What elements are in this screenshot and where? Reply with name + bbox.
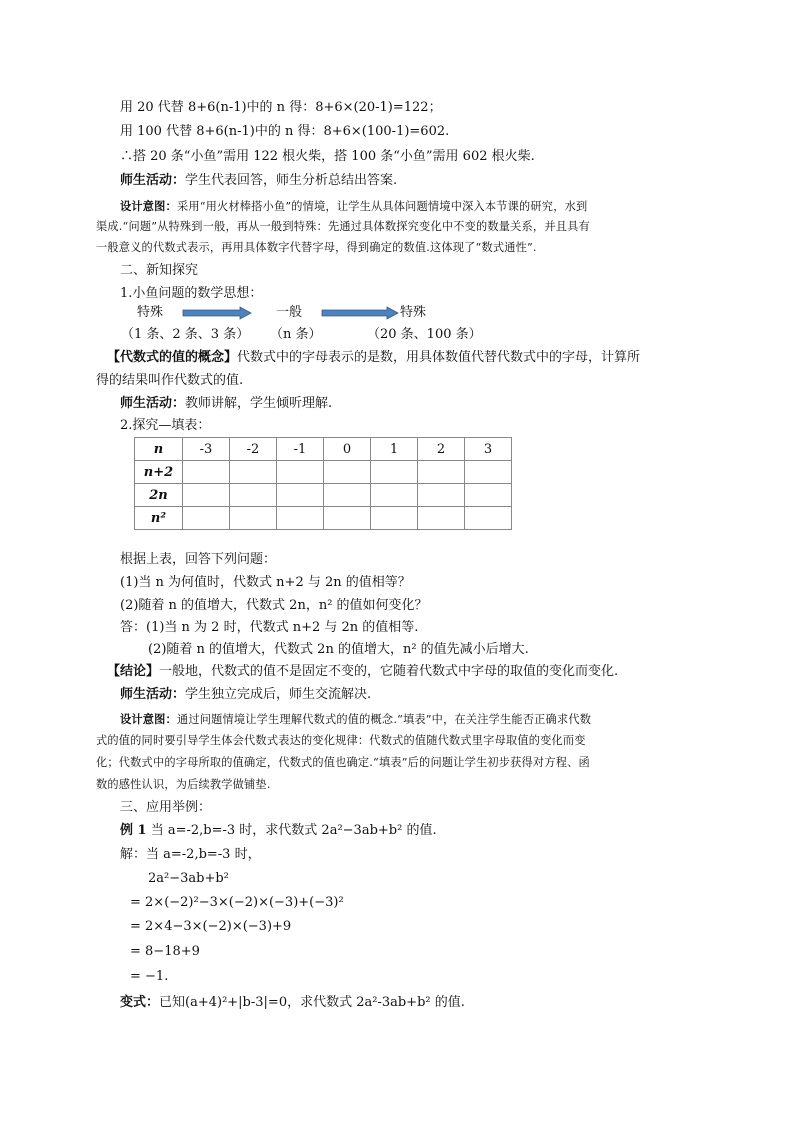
table-cell[interactable] <box>418 484 465 507</box>
design-line: 一般意义的代数式表示，再用具体数字代替字母，得到确定的数值.这体现了“数式通性”. <box>96 241 537 254</box>
design-label: 设计意图： <box>120 712 177 726</box>
activity-label: 师生活动： <box>120 396 186 411</box>
table-header-cell: -3 <box>183 438 230 461</box>
table-header-cell: -2 <box>230 438 277 461</box>
table-header-cell: 3 <box>465 438 512 461</box>
text-line: 1.小鱼问题的数学思想： <box>120 286 263 301</box>
table-header-cell: 2 <box>418 438 465 461</box>
table-cell[interactable] <box>230 484 277 507</box>
activity-label: 师生活动： <box>120 173 186 188</box>
table-row-header: n² <box>135 507 183 530</box>
text-line: ∴搭 20 条“小鱼”需用 122 根火柴，搭 100 条“小鱼”需用 602 根火柴. <box>120 149 535 164</box>
table-header-cell: 1 <box>371 438 418 461</box>
activity-line <box>120 686 371 704</box>
conclusion-line <box>107 663 618 681</box>
concept-text: 代数式中的字母表示的是数，用具体数值代替代数式中的字母，计算所 <box>237 350 641 365</box>
variant-text: 已知(a+4)²+|b-3|=0，求代数式 2a²-3ab+b² 的值. <box>159 995 465 1010</box>
table-cell[interactable] <box>230 461 277 484</box>
flow-label-special: 特殊 <box>137 305 164 320</box>
fill-table <box>134 437 512 530</box>
answer-line: (2)随着 n 的值增大，代数式 2n 的值增大，n² 的值先减小后增大. <box>148 642 529 657</box>
example-text: 当 a=-2,b=-3 时，求代数式 2a²−3ab+b² 的值. <box>150 823 437 838</box>
flow-arrow-2 <box>321 306 399 320</box>
activity-text: 教师讲解，学生倾听理解. <box>185 396 333 411</box>
conclusion-text: 一般地，代数式的值不是固定不变的，它随着代数式中字母的取值的变化而变化. <box>159 664 619 679</box>
table-row-header: 2n <box>135 484 183 507</box>
flow-arrow-1 <box>182 306 252 320</box>
solution-line: 解：当 a=-2,b=-3 时， <box>120 847 261 862</box>
table-row <box>135 438 512 461</box>
table-cell[interactable] <box>465 484 512 507</box>
design-line <box>120 197 587 216</box>
text-line: 用 100 代替 8+6(n-1)中的 n 得：8+6×(100-1)=602. <box>120 124 450 139</box>
math-step: = 2×4−3×(−2)×(−3)+9 <box>130 919 292 934</box>
table-cell[interactable] <box>230 507 277 530</box>
table-cell[interactable] <box>465 507 512 530</box>
section-heading: 三、应用举例： <box>120 800 212 815</box>
concept-label: 【代数式的值的概念】 <box>107 350 238 365</box>
text-line: 2.探究—填表： <box>120 418 211 433</box>
math-step: 2a²−3ab+b² <box>148 871 229 886</box>
table-cell[interactable] <box>183 507 230 530</box>
table-cell[interactable] <box>418 461 465 484</box>
design-line: 渠成.“问题”从特殊到一般，再从一般到特殊：先通过具体数探究变化中不变的数量关系，并且具有 <box>96 220 590 233</box>
activity-text: 学生独立完成后，师生交流解决. <box>185 687 372 702</box>
variant-line <box>120 994 465 1012</box>
table-cell[interactable] <box>371 507 418 530</box>
design-line: 式的值的同时要引导学生体会代数式表达的变化规律：代数式的值随代数式里字母取值的变化而变 <box>96 734 586 747</box>
flow-label-special: 特殊 <box>400 305 427 320</box>
flow-sub-label: （1 条、2 条、3 条） <box>121 327 250 342</box>
example-line <box>120 822 437 840</box>
table-row-header: n+2 <box>135 461 183 484</box>
flow-label-general: 一般 <box>276 305 303 320</box>
answer-line: 答：(1)当 n 为 2 时，代数式 n+2 与 2n 的值相等. <box>120 620 419 635</box>
table-cell[interactable] <box>277 507 324 530</box>
table-cell[interactable] <box>324 484 371 507</box>
question-line: (1)当 n 为何值时，代数式 n+2 与 2n 的值相等？ <box>120 575 411 590</box>
table-cell[interactable] <box>371 461 418 484</box>
text-line: 用 20 代替 8+6(n-1)中的 n 得：8+6×(20-1)=122； <box>120 100 442 115</box>
table-cell[interactable] <box>371 484 418 507</box>
table-cell[interactable] <box>418 507 465 530</box>
design-line: 数的感性认识，为后续教学做铺垫. <box>96 778 271 791</box>
design-line: 化；代数式中的字母所取的值确定，代数式的值也确定.“填表”后的问题让学生初步获得对方程、函 <box>96 756 590 769</box>
table-cell[interactable] <box>183 461 230 484</box>
table-cell[interactable] <box>277 484 324 507</box>
math-step: = 8−18+9 <box>130 944 200 959</box>
section-heading: 二、新知探究 <box>120 263 199 278</box>
design-label: 设计意图： <box>120 199 177 213</box>
table-cell[interactable] <box>465 461 512 484</box>
table-cell[interactable] <box>277 461 324 484</box>
design-text: 通过问题情境让学生理解代数式的值的概念.“填表”中，在关注学生能否正确求代数 <box>176 713 592 726</box>
design-line <box>120 710 591 729</box>
table-cell[interactable] <box>324 461 371 484</box>
activity-label: 师生活动： <box>120 687 186 702</box>
text-line: 得的结果叫作代数式的值. <box>96 373 244 388</box>
question-line: (2)随着 n 的值增大，代数式 2n，n² 的值如何变化？ <box>120 598 428 613</box>
math-step: = 2×(−2)²−3×(−2)×(−3)+(−3)² <box>130 895 344 910</box>
activity-text: 学生代表回答，师生分析总结出答案. <box>185 173 398 188</box>
table-cell[interactable] <box>324 507 371 530</box>
table-row <box>135 461 512 484</box>
table-header-cell: -1 <box>277 438 324 461</box>
table-cell[interactable] <box>183 484 230 507</box>
text-line: 根据上表，回答下列问题： <box>120 552 277 567</box>
math-step: = −1. <box>130 969 169 984</box>
table-header-cell: 0 <box>324 438 371 461</box>
variant-label: 变式： <box>120 995 160 1010</box>
conclusion-label: 【结论】 <box>107 664 160 679</box>
table-row <box>135 484 512 507</box>
table-row <box>135 507 512 530</box>
design-text: 采用“用火材棒搭小鱼”的情境，让学生从具体问题情境中深入本节课的研究，水到 <box>176 200 588 213</box>
activity-line <box>120 395 332 413</box>
flow-sub-label: （20 条、100 条） <box>367 327 482 342</box>
activity-line <box>120 172 397 190</box>
example-label: 例 1 <box>120 823 147 838</box>
flow-sub-label: （n 条） <box>270 327 322 342</box>
table-header-cell: n <box>135 438 183 461</box>
concept-line <box>107 349 640 367</box>
